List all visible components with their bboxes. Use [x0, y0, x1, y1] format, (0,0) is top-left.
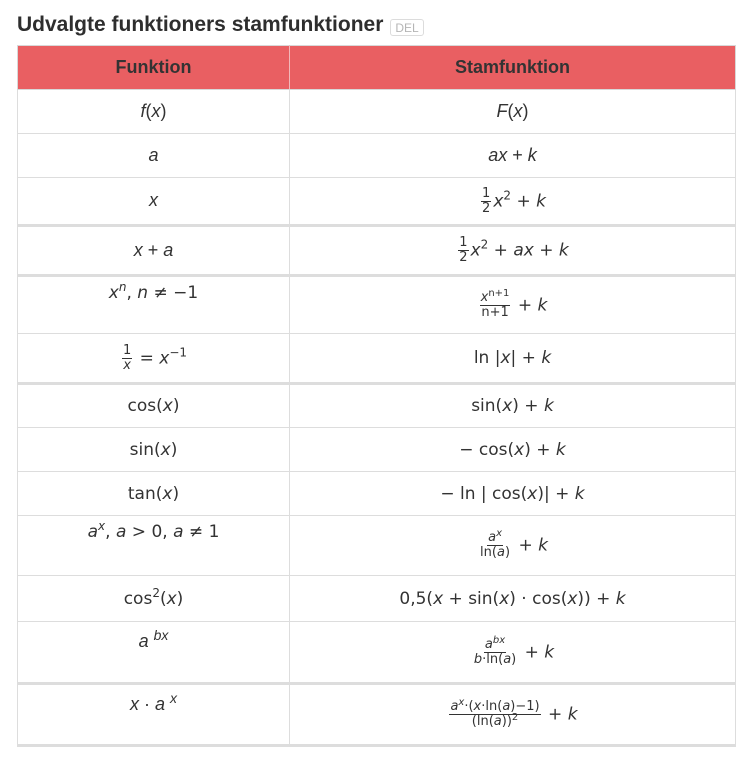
table-row	[18, 90, 736, 134]
function-cell: x + a	[18, 226, 290, 276]
antiderivative-cell: ln |x| + k	[290, 334, 736, 384]
title-bar	[17, 10, 424, 40]
table-row	[18, 134, 736, 178]
function-cell: $x^n$, n ≠ −1	[18, 276, 290, 334]
antiderivative-cell: $\frac{1}{2}$ $x^2 + k$	[290, 178, 736, 226]
function-cell: $\frac{1}{x}$ = $x^{-1}$	[18, 334, 290, 384]
function-cell: $a^x$, a > 0, a ≠ 1	[18, 516, 290, 576]
antiderivative-cell: $\frac{a^x\cdot(x\cdot\ln(a)-1)}{(\ln(a))^2}$ + k	[290, 684, 736, 746]
antiderivative-cell: $\frac{x^{n+1}}{n+1}$ + k	[290, 276, 736, 334]
function-cell: a $^{bx}$	[18, 622, 290, 684]
function-cell: f(x)	[18, 90, 290, 134]
table-row	[18, 276, 736, 334]
table-row	[18, 622, 736, 684]
column-header-antiderivative: Stamfunktion	[290, 46, 736, 90]
antiderivative-cell: ax + k	[290, 134, 736, 178]
column-header-function: Funktion	[18, 46, 290, 90]
table-row	[18, 226, 736, 276]
function-cell: cos(x)	[18, 384, 290, 428]
antiderivative-cell: 0,5(x + sin(x) · cos(x)) + k	[290, 576, 736, 622]
antiderivative-cell: $\frac{1}{2}$ $x^2$ + ax + k	[290, 226, 736, 276]
antiderivative-cell: F(x)	[290, 90, 736, 134]
table-row	[18, 428, 736, 472]
antiderivative-cell: − cos(x) + k	[290, 428, 736, 472]
table-row	[18, 384, 736, 428]
table-row	[18, 334, 736, 384]
antiderivative-cell: $\frac{a^x}{\ln(a)}$ + k	[290, 516, 736, 576]
function-cell: $\cos^2(x)$	[18, 576, 290, 622]
function-cell: a	[18, 134, 290, 178]
table-header-row	[18, 46, 736, 90]
function-cell: x · a $^x$	[18, 684, 290, 746]
table-row	[18, 576, 736, 622]
table-row	[18, 516, 736, 576]
function-cell: sin(x)	[18, 428, 290, 472]
table-row	[18, 472, 736, 516]
antiderivative-cell: sin(x) + k	[290, 384, 736, 428]
antiderivative-cell: − ln | cos(x)| + k	[290, 472, 736, 516]
antiderivatives-table	[17, 45, 736, 747]
share-button[interactable]: DEL	[390, 19, 423, 36]
antiderivative-cell: $\frac{a^{bx}}{b\cdot\ln(a)}$ + k	[290, 622, 736, 684]
table-row	[18, 684, 736, 746]
table-row	[18, 178, 736, 226]
page-title: Udvalgte funktioners stamfunktioner	[17, 13, 384, 36]
function-cell: x	[18, 178, 290, 226]
function-cell: tan(x)	[18, 472, 290, 516]
